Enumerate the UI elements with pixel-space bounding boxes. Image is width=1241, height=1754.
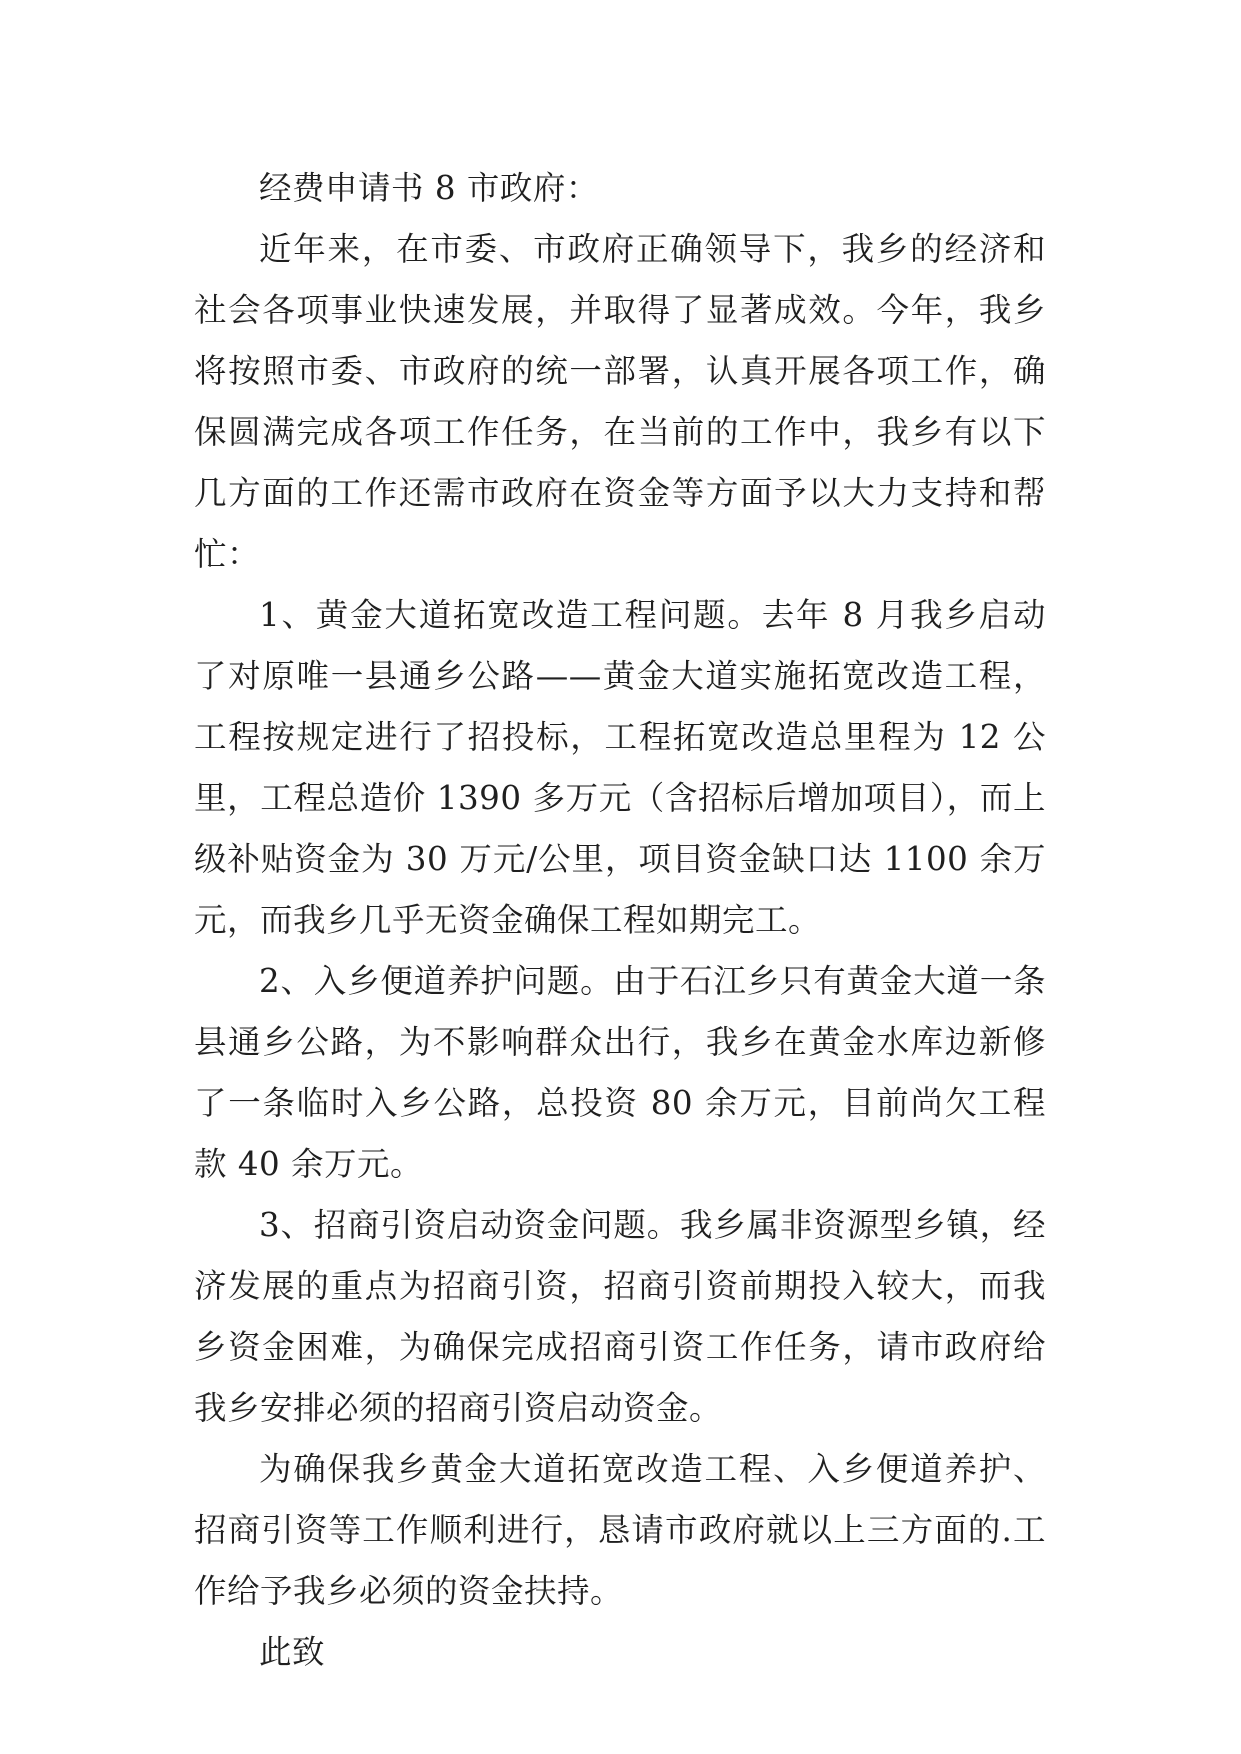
- paragraph-item-2: 2、入乡便道养护问题。由于石江乡只有黄金大道一条县通乡公路，为不影响群众出行，我乡在黄金水库边新修了一条临时入乡公路，总投资 80 余万元，目前尚欠工程款 40 余万元。: [194, 962, 1046, 1183]
- paragraph-item-3: 3、招商引资启动资金问题。我乡属非资源型乡镇，经济发展的重点为招商引资，招商引资前期投入较大，而我乡资金困难，为确保完成招商引资工作任务，请市政府给我乡安排必须的招商引资启动资金。: [194, 1206, 1046, 1427]
- document-body: [194, 158, 1046, 1683]
- paragraph-item-1: 1、黄金大道拓宽改造工程问题。去年 8 月我乡启动了对原唯一县通乡公路——黄金大道实施拓宽改造工程，工程按规定进行了招投标，工程拓宽改造总里程为 12 公里，工程总造价 1390 多万元（含招标后增加项目），而上级补贴资金为 30 万元/公里，项目资金缺口达 1100 余万元，而我乡几乎无资金确保工程如期完工。: [194, 596, 1046, 939]
- paragraph-intro: 近年来，在市委、市政府正确领导下，我乡的经济和社会各项事业快速发展，并取得了显著成效。今年，我乡将按照市委、市政府的统一部署，认真开展各项工作，确保圆满完成各项工作任务，在当前的工作中，我乡有以下几方面的工作还需市政府在资金等方面予以大力支持和帮忙：: [194, 230, 1046, 573]
- closing-salutation: 此致: [259, 1633, 326, 1671]
- paragraph-request: 为确保我乡黄金大道拓宽改造工程、入乡便道养护、招商引资等工作顺利进行，恳请市政府就以上三方面的.工作给予我乡必须的资金扶持。: [194, 1450, 1046, 1610]
- title-line: 经费申请书 8 市政府：: [259, 169, 599, 207]
